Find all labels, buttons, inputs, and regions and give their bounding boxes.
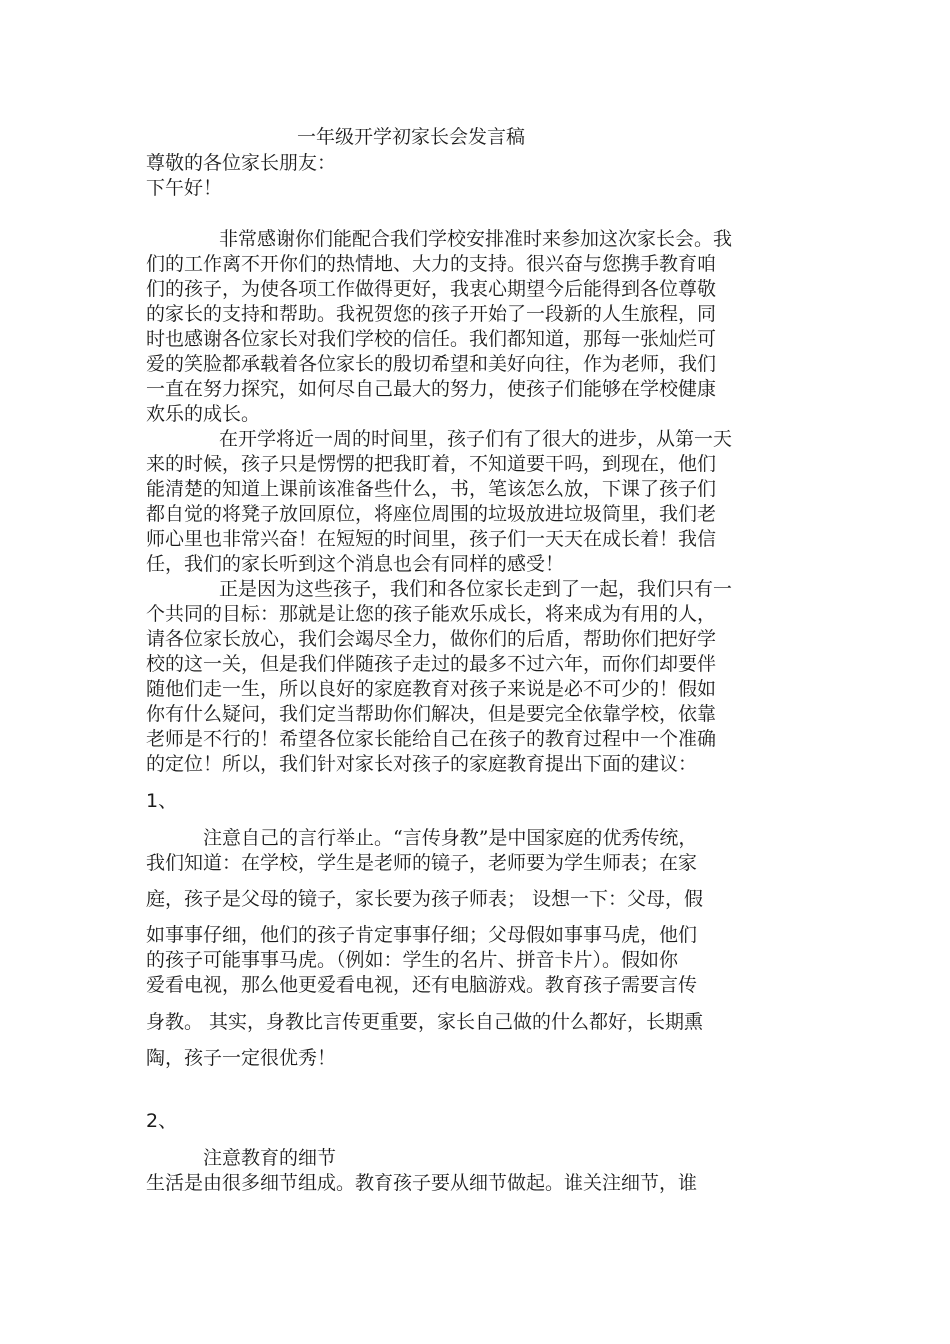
item-1-number: 1、 <box>146 790 178 812</box>
paragraph-1-line: 爱的笑脸都承载着各位家长的殷切希望和美好向往，作为老师，我们 <box>146 353 717 375</box>
item-2-heading: 注意教育的细节 <box>203 1147 337 1169</box>
paragraph-3-line: 请各位家长放心，我们会竭尽全力，做你们的后盾，帮助你们把好学 <box>146 628 717 650</box>
paragraph-2-line: 在开学将近一周的时间里，孩子们有了很大的进步，从第一天 <box>219 428 733 450</box>
item-2-line: 生活是由很多细节组成。教育孩子要从细节做起。谁关注细节，谁 <box>146 1172 698 1194</box>
greeting: 下午好！ <box>146 177 223 199</box>
item-1-line: 的孩子可能事事马虎。（例如：学生的名片、拼音卡片）。假如你 <box>146 949 679 971</box>
paragraph-1-line: 的家长的支持和帮助。我祝贺您的孩子开始了一段新的人生旅程，同 <box>146 303 717 325</box>
paragraph-1-line: 一直在努力探究，如何尽自己最大的努力，使孩子们能够在学校健康 <box>146 378 717 400</box>
item-1-line: 注意自己的言行举止。“言传身教”是中国家庭的优秀传统， <box>203 827 698 849</box>
paragraph-3-line: 正是因为这些孩子，我们和各位家长走到了一起，我们只有一 <box>219 578 733 600</box>
document-title: 一年级开学初家长会发言稿 <box>297 126 526 148</box>
paragraph-1-line: 欢乐的成长。 <box>146 403 261 425</box>
item-1-line: 我们知道：在学校，学生是老师的镜子，老师要为学生师表；在家 <box>146 852 698 874</box>
paragraph-3-line: 随他们走一生，所以良好的家庭教育对孩子来说是必不可少的！假如 <box>146 678 717 700</box>
paragraph-1-line: 时也感谢各位家长对我们学校的信任。我们都知道，那每一张灿烂可 <box>146 328 717 350</box>
item-1-line: 如事事仔细，他们的孩子肯定事事仔细；父母假如事事马虎，他们 <box>146 924 698 946</box>
paragraph-3-line: 你有什么疑问，我们定当帮助你们解决，但是要完全依靠学校，依靠 <box>146 703 717 725</box>
paragraph-1-line: 们的孩子，为使各项工作做得更好，我衷心期望今后能得到各位尊敬 <box>146 278 717 300</box>
paragraph-2-line: 能清楚的知道上课前该准备些什么，书，笔该怎么放，下课了孩子们 <box>146 478 717 500</box>
salutation: 尊敬的各位家长朋友： <box>146 152 337 174</box>
paragraph-1-line: 们的工作离不开你们的热情地、大力的支持。很兴奋与您携手教育咱 <box>146 253 717 275</box>
paragraph-2-line: 都自觉的将凳子放回原位，将座位周围的垃圾放进垃圾筒里，我们老 <box>146 503 717 525</box>
item-1-line: 陶，孩子一定很优秀！ <box>146 1047 337 1069</box>
paragraph-1-line: 非常感谢你们能配合我们学校安排准时来参加这次家长会。我 <box>219 228 733 250</box>
paragraph-3-line: 个共同的目标：那就是让您的孩子能欢乐成长，将来成为有用的人， <box>146 603 717 625</box>
item-1-line: 身教。 其实，身教比言传更重要，家长自己做的什么都好，长期熏 <box>146 1011 704 1033</box>
item-1-line: 爱看电视，那么他更爱看电视，还有电脑游戏。教育孩子需要言传 <box>146 974 698 996</box>
paragraph-2-line: 师心里也非常兴奋！在短短的时间里，孩子们一天天在成长着！我信 <box>146 528 717 550</box>
paragraph-2-line: 来的时候，孩子只是愣愣的把我盯着，不知道要干吗，到现在，他们 <box>146 453 717 475</box>
paragraph-2-line: 任，我们的家长听到这个消息也会有同样的感受！ <box>146 553 565 575</box>
paragraph-3-line: 的定位！所以，我们针对家长对孩子的家庭教育提出下面的建议： <box>146 753 698 775</box>
item-2-number: 2、 <box>146 1110 178 1132</box>
paragraph-3-line: 老师是不行的！希望各位家长能给自己在孩子的教育过程中一个准确 <box>146 728 717 750</box>
paragraph-3-line: 校的这一关，但是我们伴随孩子走过的最多不过六年，而你们却要伴 <box>146 653 717 675</box>
item-1-line: 庭，孩子是父母的镜子，家长要为孩子师表； 设想一下：父母，假 <box>146 888 704 910</box>
